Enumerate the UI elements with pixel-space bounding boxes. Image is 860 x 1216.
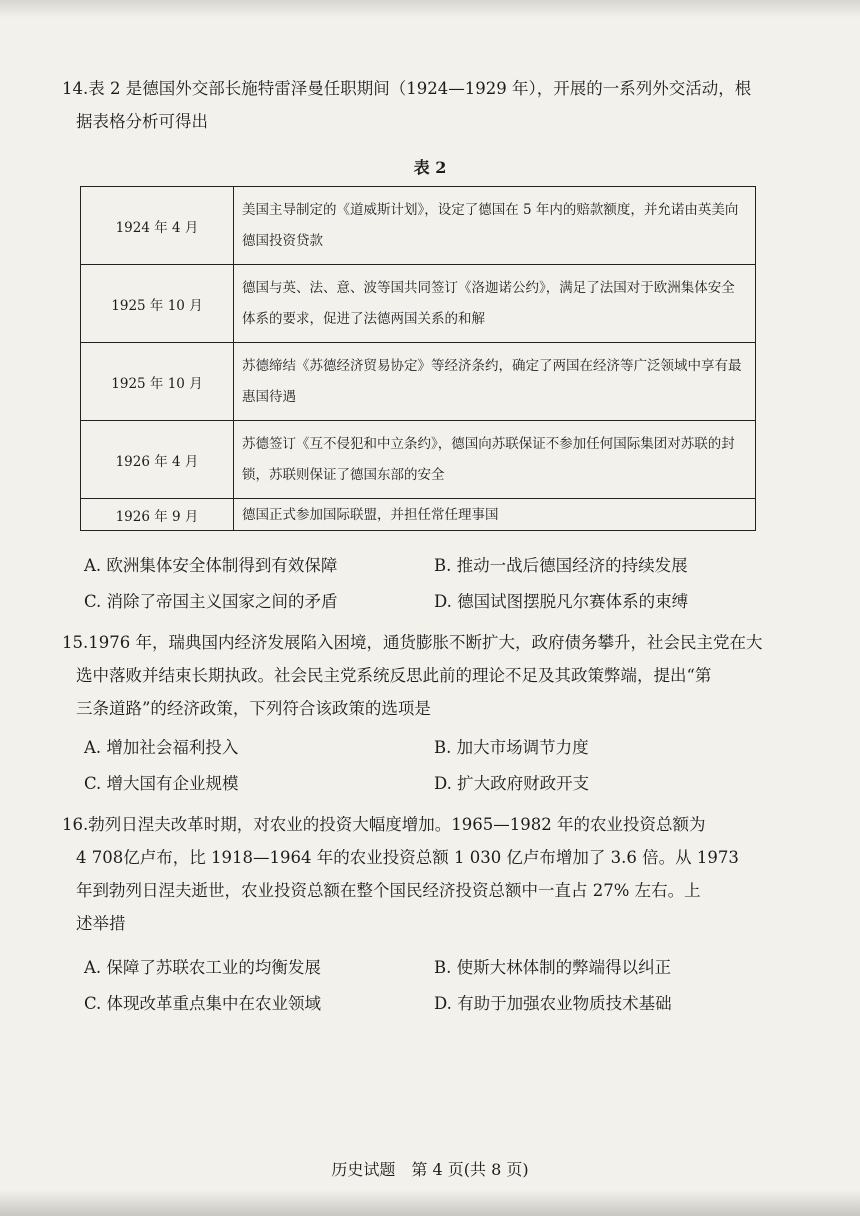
table-cell-event: 美国主导制定的《道威斯计划》，设定了德国在 5 年内的赔款额度，并允诺由英美向德国投资贷款 <box>234 187 756 265</box>
question-14-options <box>84 552 764 624</box>
table-row <box>81 187 756 265</box>
table-cell-event: 苏德缔结《苏德经济贸易协定》等经济条约，确定了两国在经济等广泛领域中享有最惠国待遇 <box>234 343 756 421</box>
table-row <box>81 499 756 531</box>
table-cell-date: 1924 年 4 月 <box>81 187 234 265</box>
scan-shadow-bottom <box>0 1190 860 1216</box>
question-15-line-3: 三条道路”的经济政策，下列符合该政策的选项是 <box>76 699 431 718</box>
question-16-options <box>84 954 764 1026</box>
question-16-line-2: 4 708亿卢布，比 1918—1964 年的农业投资总额 1 030 亿卢布增加了 3.6 倍。从 1973 <box>76 848 739 867</box>
question-15-stem <box>62 626 762 725</box>
option-d[interactable]: D. 扩大政府财政开支 <box>434 774 590 793</box>
option-c[interactable]: C. 体现改革重点集中在农业领域 <box>84 994 322 1013</box>
scan-shadow-top <box>0 0 860 18</box>
option-a[interactable]: A. 保障了苏联农工业的均衡发展 <box>84 958 321 977</box>
option-a[interactable]: A. 欧洲集体安全体制得到有效保障 <box>84 556 338 575</box>
table-cell-date: 1925 年 10 月 <box>81 265 234 343</box>
option-d[interactable]: D. 德国试图摆脱凡尔赛体系的束缚 <box>434 592 689 611</box>
table-2 <box>80 186 756 531</box>
table-cell-date: 1926 年 4 月 <box>81 421 234 499</box>
question-16-line-4: 述举措 <box>76 914 126 933</box>
table-row <box>81 265 756 343</box>
table-cell-date: 1925 年 10 月 <box>81 343 234 421</box>
table-cell-event: 苏德签订《互不侵犯和中立条约》，德国向苏联保证不参加任何国际集团对苏联的封锁，苏联则保证了德国东部的安全 <box>234 421 756 499</box>
table-2-title: 表 2 <box>413 158 447 177</box>
table-row <box>81 421 756 499</box>
question-14-stem <box>62 72 762 138</box>
question-14-line-2: 据表格分析可得出 <box>76 112 208 131</box>
question-15-line-1: 15.1976 年，瑞典国内经济发展陷入困境，通货膨胀不断扩大，政府债务攀升，社会民主党在大 <box>62 633 763 652</box>
question-15-options <box>84 734 764 806</box>
table-row <box>81 343 756 421</box>
option-b[interactable]: B. 推动一战后德国经济的持续发展 <box>434 556 688 575</box>
question-15-line-2: 选中落败并结束长期执政。社会民主党系统反思此前的理论不足及其政策弊端，提出“第 <box>76 666 712 685</box>
table-cell-date: 1926 年 9 月 <box>81 499 234 531</box>
option-c[interactable]: C. 增大国有企业规模 <box>84 774 239 793</box>
question-16-stem <box>62 808 762 940</box>
option-a[interactable]: A. 增加社会福利投入 <box>84 738 239 757</box>
option-c[interactable]: C. 消除了帝国主义国家之间的矛盾 <box>84 592 338 611</box>
table-cell-event: 德国与英、法、意、波等国共同签订《洛迦诺公约》，满足了法国对于欧洲集体安全体系的要求，促进了法德两国关系的和解 <box>234 265 756 343</box>
option-b[interactable]: B. 加大市场调节力度 <box>434 738 589 757</box>
option-b[interactable]: B. 使斯大林体制的弊端得以纠正 <box>434 958 672 977</box>
page-footer: 历史试题 第 4 页(共 8 页) <box>331 1160 529 1179</box>
question-16-line-1: 16.勃列日涅夫改革时期，对农业的投资大幅度增加。1965—1982 年的农业投资总额为 <box>62 815 706 834</box>
question-16-line-3: 年到勃列日涅夫逝世，农业投资总额在整个国民经济投资总额中一直占 27% 左右。上 <box>76 881 701 900</box>
table-cell-event: 德国正式参加国际联盟，并担任常任理事国 <box>234 499 756 531</box>
question-14-line-1: 14.表 2 是德国外交部长施特雷泽曼任职期间（1924—1929 年），开展的一系列外交活动，根 <box>62 79 752 98</box>
option-d[interactable]: D. 有助于加强农业物质技术基础 <box>434 994 672 1013</box>
